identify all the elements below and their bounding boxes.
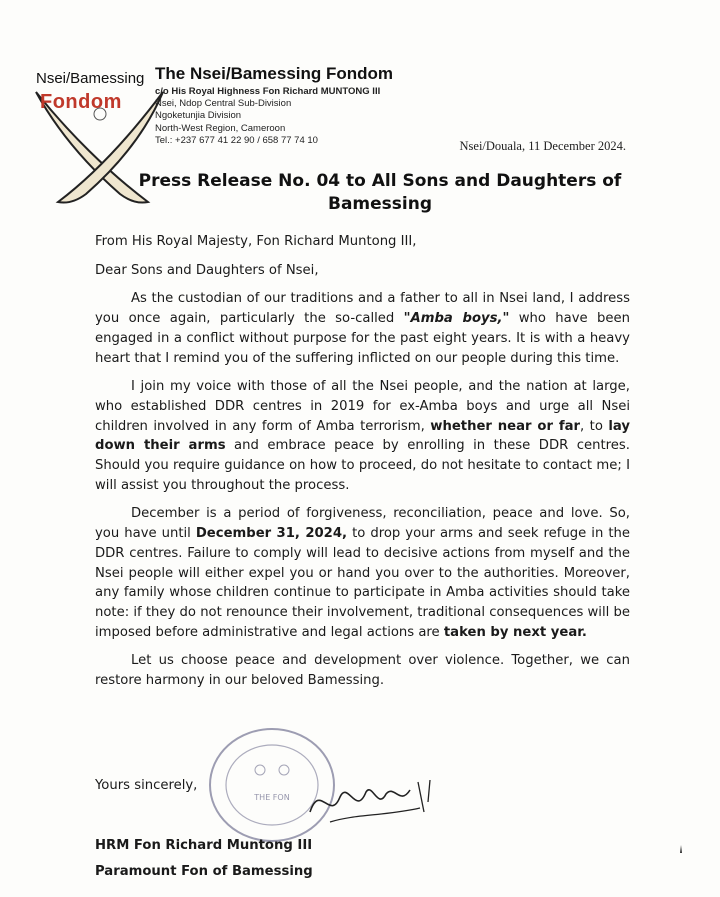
letter-body [95, 232, 630, 700]
title-line: Press Release No. 04 to All Sons and Daughters of [138, 171, 622, 191]
signature-icon [300, 772, 450, 832]
stamp-text: THE FON [254, 793, 290, 802]
paragraph-2 [95, 377, 630, 495]
closing-line: Yours sincerely, [95, 778, 198, 793]
address-line: c/o His Royal Highness Fon Richard MUNTONG III [155, 86, 381, 97]
text-run: As the custodian of our traditions and a father to all in Nsei land, I address you once again, particularly the so-called [95, 291, 630, 327]
text-run: who have been engaged in a conflict without purpose for the past eight years. It is with a heavy heart that I remind you of the suffering inflicted on our people during this time. [95, 311, 630, 366]
ink-speck-icon [678, 845, 684, 853]
text-run: December is a period of forgiveness, reconciliation, peace and love. So, you have until [95, 506, 630, 542]
salutation: Dear Sons and Daughters of Nsei, [95, 262, 319, 278]
address-line: Ngoketunjia Division [155, 110, 242, 122]
org-name-small: Nsei/Bamessing [36, 70, 145, 87]
emphasis-near-far: whether near or far [430, 418, 580, 434]
letterhead-address [155, 86, 380, 147]
signer-name: HRM Fon Richard Muntong III [95, 838, 313, 853]
address-line: North-West Region, Cameroon [155, 122, 286, 134]
text-run: , to [579, 418, 609, 434]
text-run: to drop your arms and seek refuge in the DDR centres. Failure to comply will lead to decisive actions from myself and the Nsei people will either expel you or hand you over to the authorities. Moreover, any family whose children continue to participate in Amba activities should take note: if they do not renounce their involvement, traditional consequences will be imposed before administrative and legal actions are [95, 526, 630, 640]
title-line: Bamessing [327, 194, 432, 214]
emphasis-lay-down: lay down their arms [95, 418, 630, 454]
paragraph-1 [95, 289, 630, 368]
press-release-title [110, 170, 650, 216]
paragraph-3 [95, 504, 630, 642]
text-run: I join my voice with those of all the Nsei people, and the nation at large, who established DDR centres in 2019 for ex-Amba boys and urge all Nsei children involved in any form of Amba terrorism, [95, 379, 630, 434]
text-run: and embrace peace by enrolling in these DDR centres. Should you require guidance on how to proceed, do not hesitate to contact me; I will assist you throughout the process. [95, 438, 630, 493]
from-line: From His Royal Majesty, Fon Richard Muntong III, [95, 234, 417, 249]
signer-title: Paramount Fon of Bamessing [95, 864, 313, 879]
dateline: Nsei/Douala, 11 December 2024. [459, 139, 626, 153]
letterhead-title: The Nsei/Bamessing Fondom [155, 64, 394, 83]
logo-word: Fondom [40, 91, 122, 113]
address-line: Nsei, Ndop Central Sub-Division [155, 98, 292, 110]
emphasis-next-year: taken by next year. [443, 624, 587, 640]
paragraph-4: Let us choose peace and development over violence. Together, we can restore harmony in our beloved Bamessing. [95, 653, 630, 689]
emphasis-amba: "Amba boys," [403, 311, 510, 327]
emphasis-deadline: December 31, 2024, [195, 526, 348, 542]
address-line: Tel.: +237 677 41 22 90 / 658 77 74 10 [155, 134, 318, 146]
